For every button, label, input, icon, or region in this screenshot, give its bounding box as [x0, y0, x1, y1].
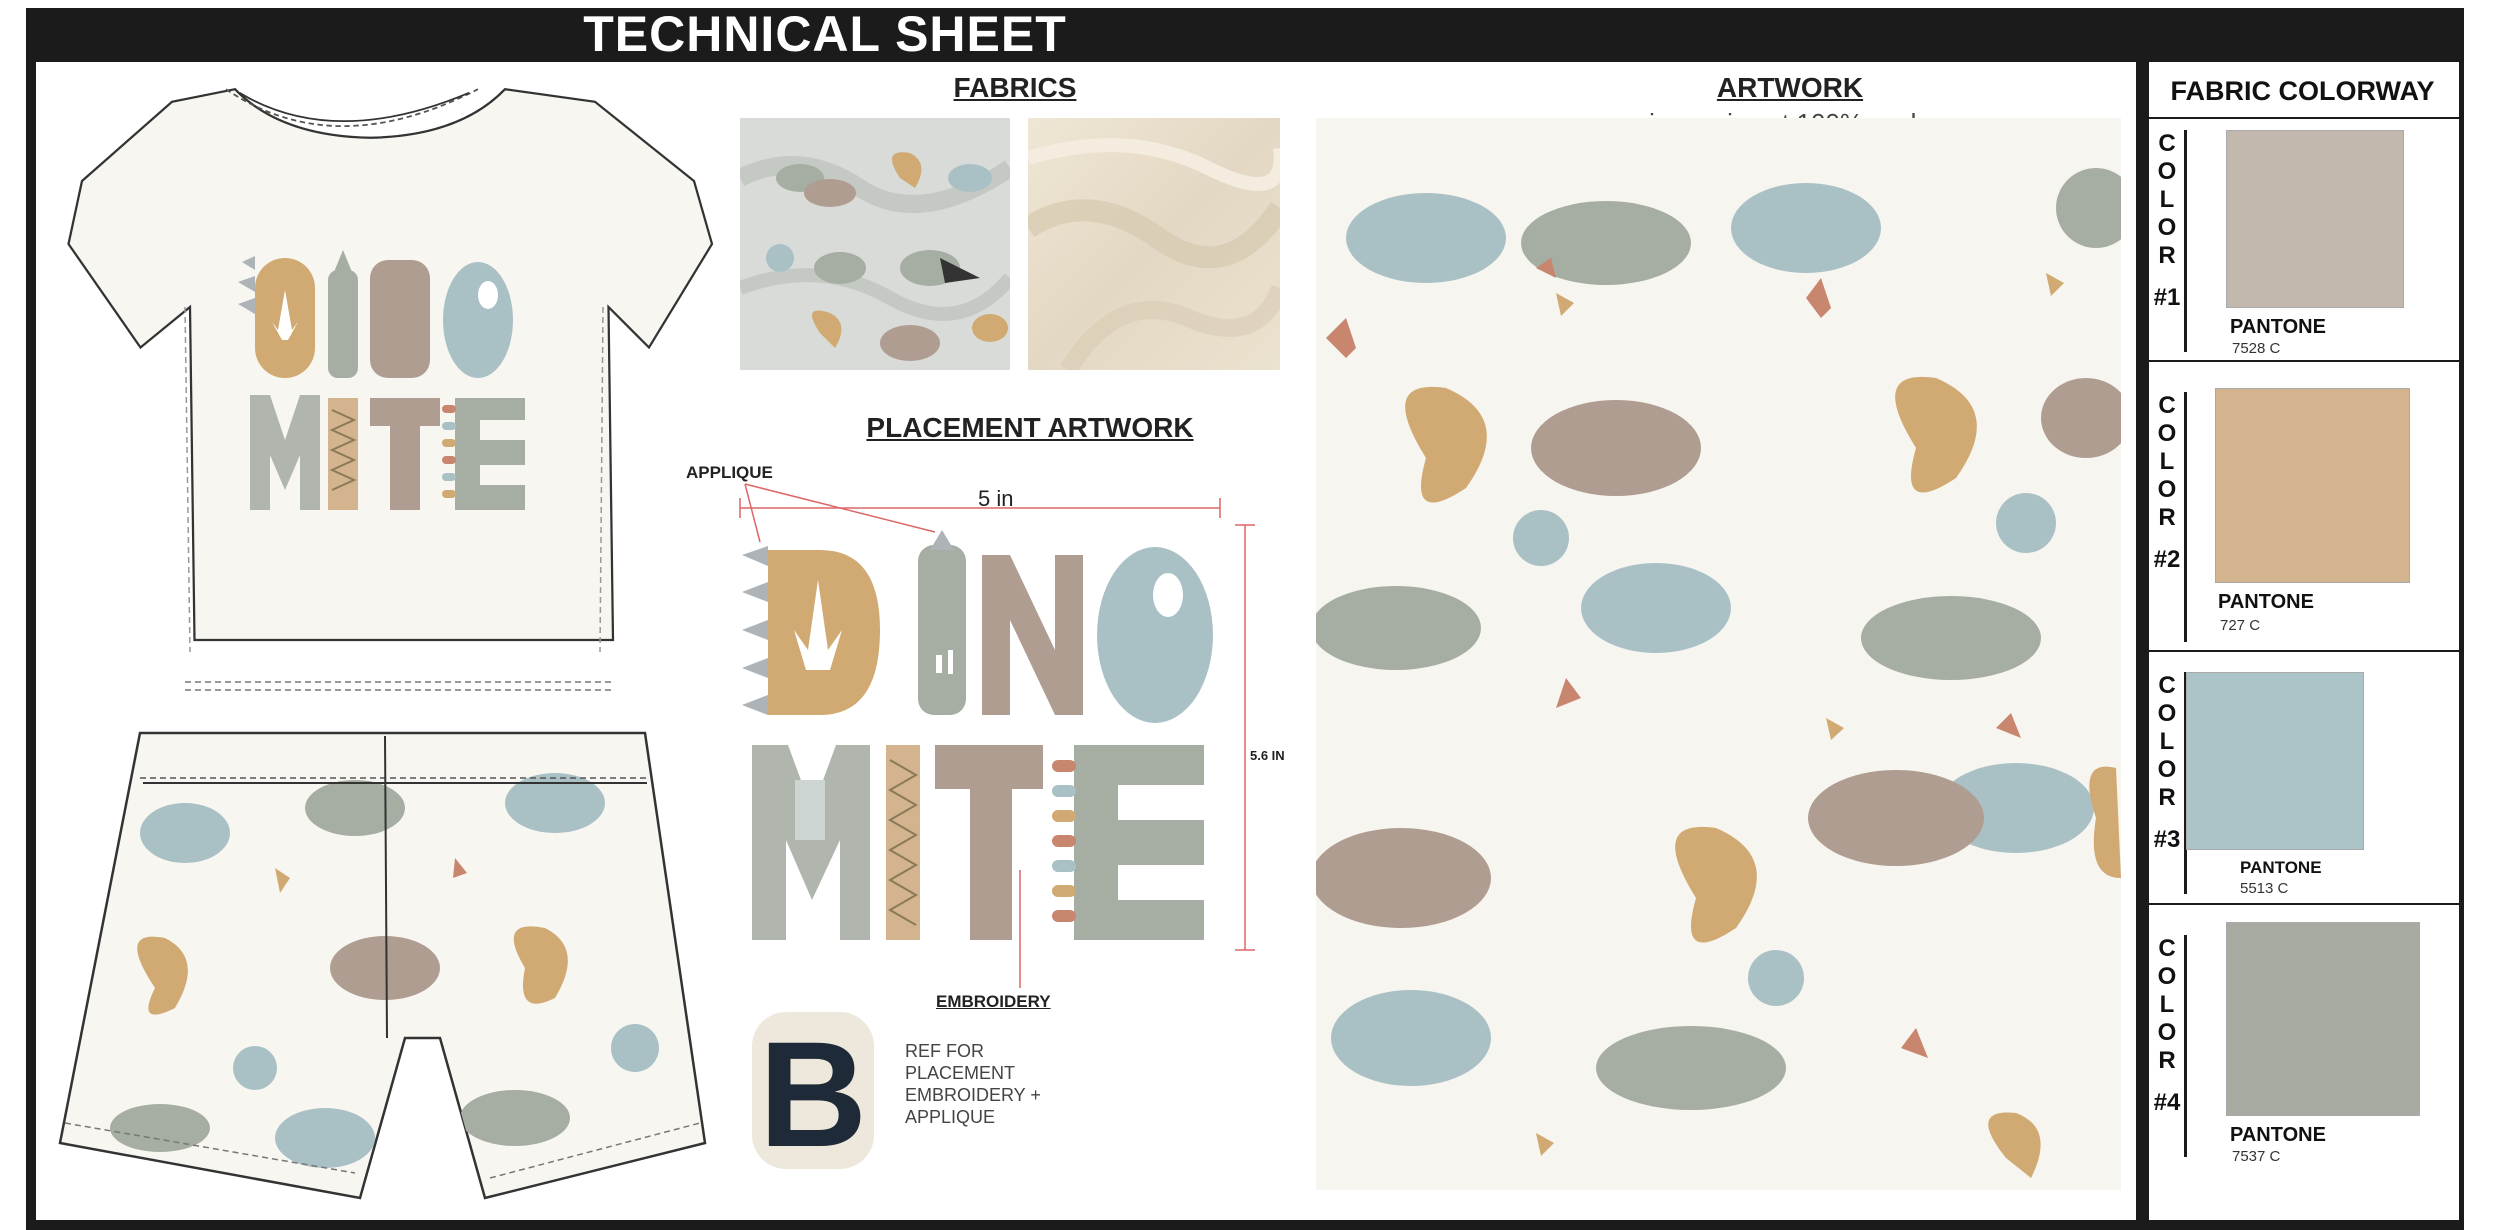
dinosaur-print-pattern [1316, 118, 2121, 1190]
colorway-divider [2146, 903, 2459, 905]
color-3-code: 5513 C [2240, 880, 2289, 897]
color-4-chip [2226, 922, 2420, 1116]
shorts-flat-sketch [55, 728, 715, 1208]
placement-graphic [690, 480, 1270, 1000]
color-1-code: 7528 C [2232, 340, 2281, 357]
tshirt-graphic [230, 240, 550, 525]
applique-label: APPLIQUE [686, 463, 773, 482]
colorway-heading: FABRIC COLORWAY [2170, 76, 2435, 106]
letter-b-patch [748, 1008, 878, 1173]
color-1-chip [2226, 130, 2404, 308]
color-1-label: C O L O R #1 [2150, 130, 2187, 352]
artwork-print-repeat [1316, 118, 2121, 1190]
colorway-divider [2146, 360, 2459, 362]
color-3-label: C O L O R #3 [2150, 672, 2187, 894]
color-2-code: 727 C [2220, 617, 2261, 634]
embroidery-label: EMBROIDERY [936, 992, 1051, 1011]
colorway-divider [2146, 117, 2459, 119]
title-bar [26, 8, 2464, 60]
color-3-chip [2186, 672, 2364, 850]
color-2-chip [2215, 388, 2410, 583]
color-3-pantone: PANTONE [2240, 858, 2322, 877]
artwork-heading: ARTWORK [1716, 72, 1864, 103]
color-2-pantone: PANTONE [2218, 591, 2314, 613]
height-dimension: 5.6 IN [1250, 748, 1285, 763]
placement-heading: PLACEMENT ARTWORK [866, 412, 1194, 443]
width-dimension: 5 in [978, 486, 1014, 511]
color-4-pantone: PANTONE [2230, 1124, 2326, 1146]
colorway-divider [2146, 650, 2459, 652]
printed-fabric-swatch [740, 118, 1010, 370]
ref-text: REF FOR PLACEMENT EMBROIDERY + APPLIQUE [905, 1041, 1041, 1127]
color-1-pantone: PANTONE [2230, 316, 2326, 338]
fabrics-heading: FABRICS [953, 72, 1077, 103]
solid-fabric-swatch [1028, 118, 1280, 370]
color-4-label: C O L O R #4 [2150, 935, 2187, 1157]
color-4-code: 7537 C [2232, 1148, 2281, 1165]
sheet-title: TECHNICAL SHEET [583, 6, 1067, 62]
patch-letter: B [758, 1010, 868, 1173]
color-2-label: C O L O R #2 [2150, 392, 2187, 642]
